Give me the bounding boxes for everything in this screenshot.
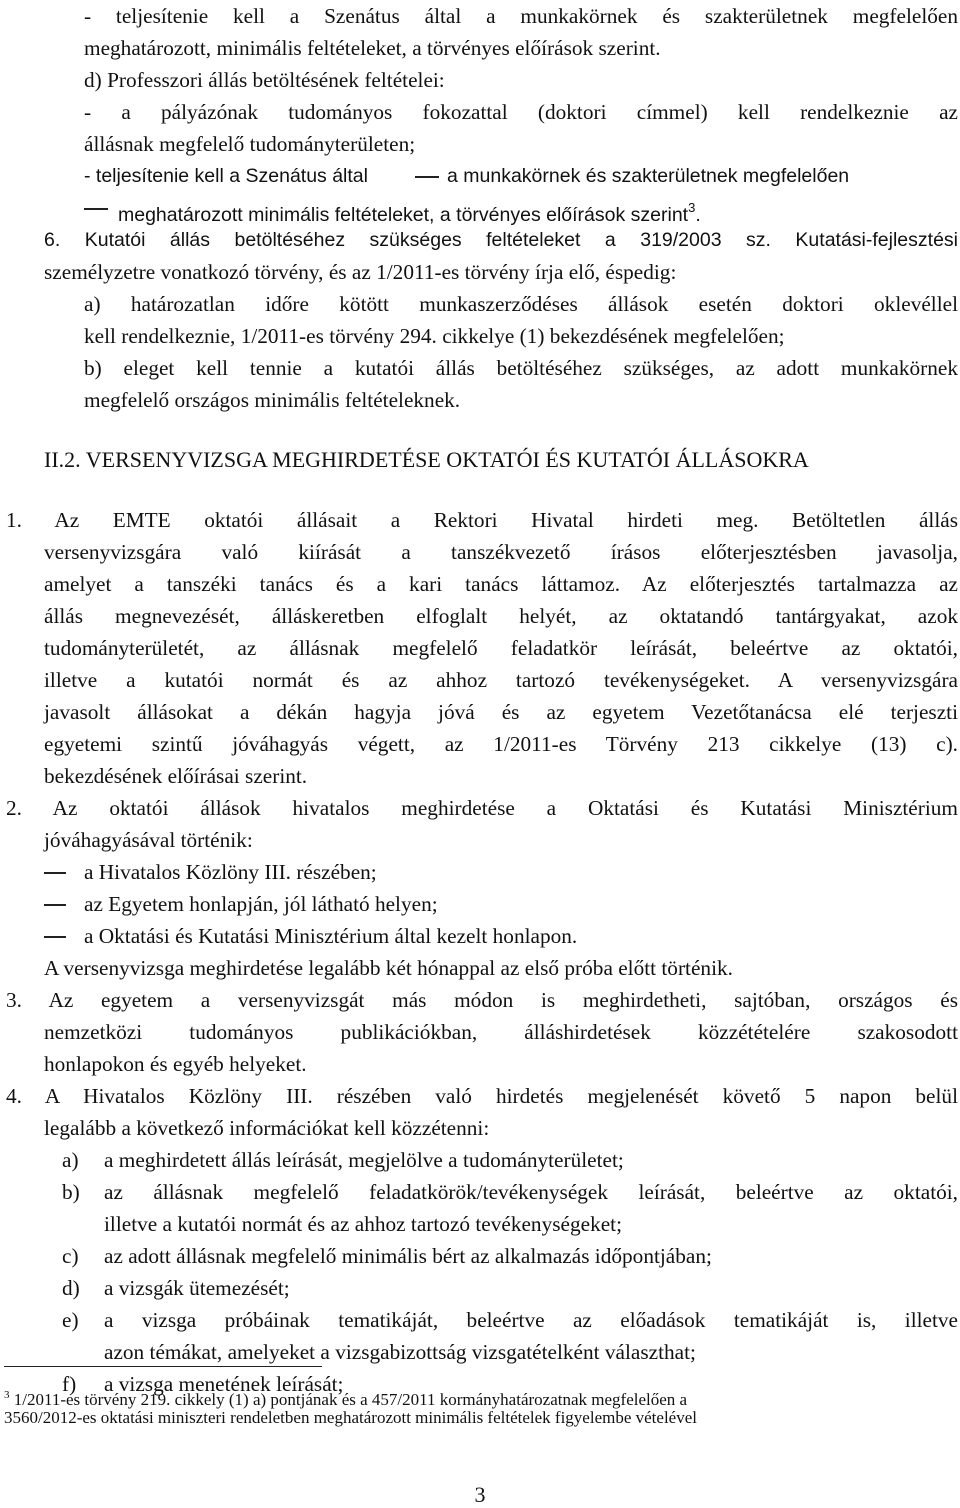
body-line: honlapokon és egyéb helyeket. (44, 1052, 307, 1076)
body-line: A versenyvizsga meghirdetése legalább két hónappal az első próba előtt történik. (44, 956, 733, 980)
body-line: 2. Az oktatói állások hivatalos meghirdetése a Oktatási és Kutatási Minisztérium (6, 796, 958, 820)
footnote-line: 3560/2012-es oktatási miniszteri rendeletben meghatározott minimális feltételek figyelembe vételével (4, 1408, 697, 1427)
body-line: - teljesítenie kell a Szenátus által a munkakörnek és szakterületnek megfelelően (84, 4, 958, 28)
list-item: a vizsgák ütemezését; (104, 1276, 290, 1300)
list-item: a meghirdetett állás leírását, megjelölve a tudományterületet; (104, 1148, 624, 1172)
body-line: egyetemi szintű jóváhagyás végett, az 1/2011-es Törvény 213 cikkelye (13) c). (44, 732, 958, 756)
body-text: . (695, 204, 701, 226)
list-item: az állásnak megfelelő feladatkörök/tevékenységek leírását, beleértve az oktatói, (104, 1180, 958, 1204)
body-line: kell rendelkeznie, 1/2011-es törvény 294. cikkelye (1) bekezdésének megfelelően; (84, 324, 785, 348)
body-line: legalább a következő információkat kell közzétenni: (44, 1116, 490, 1140)
list-marker: d) (62, 1276, 80, 1300)
body-line: megfelelő országos minimális feltételeknek. (84, 388, 461, 412)
list-item: illetve a kutatói normát és az ahhoz tartozó tevékenységeket; (104, 1212, 623, 1236)
body-text: meghatározott minimális feltételeket, a törvényes előírások szerint (118, 204, 689, 226)
body-line: állás megnevezését, álláskeretben elfoglalt helyét, az oktatandó tantárgyakat, azok (44, 604, 958, 628)
body-line: a munkakörnek és szakterületnek megfelelően (447, 165, 850, 187)
list-marker: a) (62, 1148, 79, 1172)
body-line: b) eleget kell tennie a kutatói állás betöltéséhez szükséges, az adott munkakörnek (84, 356, 958, 380)
footnote-text: 1/2011-es törvény 219. cikkely (1) a) pontjának és a 457/2011 kormányhatározatnak megfelelően a (9, 1390, 688, 1409)
footnote-separator (4, 1366, 322, 1367)
body-line: tudományterületét, az állásnak megfelelő feladatkör leírását, beleértve az oktatói, (44, 636, 958, 660)
body-line: d) Professzori állás betöltésének feltételei: (84, 68, 445, 92)
body-line: meghatározott, minimális feltételeket, a törvényes előírások szerint. (84, 36, 661, 60)
footnote-ref: 3 (688, 200, 696, 215)
list-marker: e) (62, 1308, 79, 1332)
body-line: amelyet a tanszéki tanács és a kari tanács láttamoz. Az előterjesztés tartalmazza az (44, 572, 958, 596)
list-marker: b) (62, 1180, 80, 1204)
list-marker: c) (62, 1244, 79, 1268)
list-item: az adott állásnak megfelelő minimális bért az alkalmazás időpontjában; (104, 1244, 712, 1268)
bullet-dash (44, 936, 66, 938)
body-line: javasolt állásokat a dékán hagyja jóvá és az egyetem Vezetőtanácsa elé terjeszti (44, 700, 958, 724)
list-item: a vizsga menetének leírását; (104, 1372, 344, 1396)
section-heading: II.2. VERSENYVIZSGA MEGHIRDETÉSE OKTATÓI ÉS KUTATÓI ÁLLÁSOKRA (44, 447, 809, 472)
body-line: állásnak megfelelő tudományterületen; (84, 132, 416, 156)
dash-mark (415, 176, 439, 178)
body-line: 3. Az egyetem a versenyvizsgát más módon is meghirdetheti, sajtóban, országos és (6, 988, 958, 1012)
dash-mark (84, 208, 108, 210)
body-line: 4. A Hivatalos Közlöny III. részében való hirdetés megjelenését követő 5 napon belül (6, 1084, 958, 1108)
list-item: azon témákat, amelyeket a vizsgabizottság vizsgatételként választhat; (104, 1340, 696, 1364)
bullet-line: a Hivatalos Közlöny III. részében; (84, 860, 377, 884)
bullet-line: az Egyetem honlapján, jól látható helyen; (84, 892, 438, 916)
bullet-line: a Oktatási és Kutatási Minisztérium által kezelt honlapon. (84, 924, 578, 948)
page-number: 3 (474, 1482, 486, 1507)
body-line: bekezdésének előírásai szerint. (44, 764, 308, 788)
list-marker: f) (62, 1372, 77, 1396)
bullet-dash (44, 872, 66, 874)
body-line: illetve a kutatói normát és az ahhoz tartozó tevékenységeket. A versenyvizsgára (44, 668, 958, 692)
body-line: nemzetközi tudományos publikációkban, álláshirdetések közzétételére szakosodott (44, 1020, 958, 1044)
footnote-marker: 3 (4, 1389, 10, 1401)
body-line: a) határozatlan időre kötött munkaszerződéses állások esetén doktori oklevéllel (84, 292, 958, 316)
body-line: személyzetre vonatkozó törvény, és az 1/2011-es törvény írja elő, éspedig: (44, 260, 677, 284)
body-line: versenyvizsgára való kiírását a tanszékvezető írásos előterjesztésben javasolja, (44, 540, 958, 564)
list-item: a vizsga próbáinak tematikáját, beleértve az előadások tematikáját is, illetve (104, 1308, 958, 1332)
body-line: 6. Kutatói állás betöltéséhez szükséges feltételeket a 319/2003 sz. Kutatási-fejlesztési (44, 229, 958, 251)
bullet-dash (44, 904, 66, 906)
body-line: 1. Az EMTE oktatói állásait a Rektori Hivatal hirdeti meg. Betöltetlen állás (6, 508, 958, 532)
body-line: - teljesítenie kell a Szenátus által (84, 165, 368, 187)
body-line: jóváhagyásával történik: (44, 828, 253, 852)
body-line: - a pályázónak tudományos fokozattal (doktori címmel) kell rendelkeznie az (84, 100, 958, 124)
